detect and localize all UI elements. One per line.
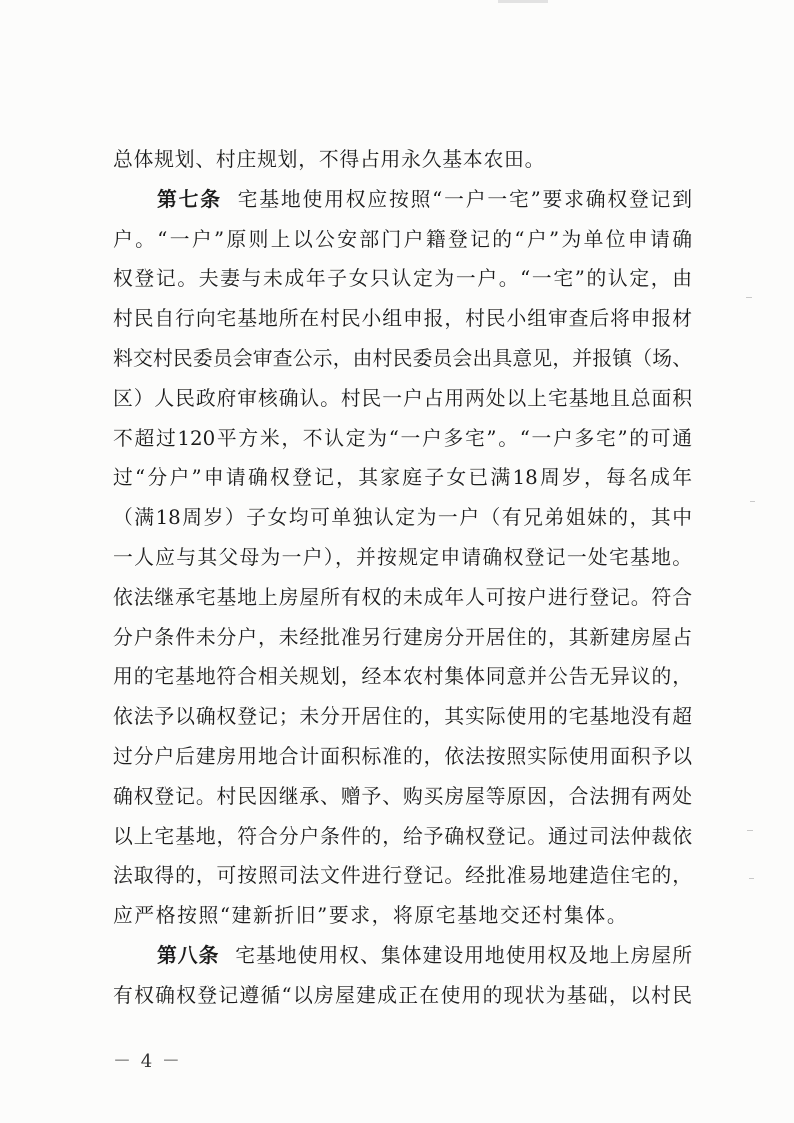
article-7-heading: 第七条 <box>157 186 222 211</box>
text-line: 法取得的，可按照司法文件进行登记。经批准易地建造住宅的， <box>113 864 692 888</box>
text-line: 分户条件未分户，未经批准另行建房分开居住的，其新建房屋占 <box>113 625 692 649</box>
article-8-heading: 第八条 <box>157 942 220 967</box>
article-7-first-line <box>113 180 692 220</box>
text-line: 总体规划、村庄规划，不得占用永久基本农田。 <box>113 148 546 171</box>
scan-artifact <box>747 830 753 831</box>
text-line: 料交村民委员会审查公示，由村民委员会出具意见，并报镇（场、 <box>113 346 692 370</box>
document-body <box>113 140 692 1016</box>
text-span: 宅基地使用权、集体建设用地使用权及地上房屋所 <box>235 943 692 967</box>
text-line: 依法予以确权登记；未分开居住的，其实际使用的宅基地没有超 <box>113 705 692 729</box>
text-line: 户。“一户”原则上以公安部门户籍登记的“户”为单位申请确 <box>113 227 692 251</box>
text-line: 权登记。夫妻与未成年子女只认定为一户。“一宅”的认定，由 <box>113 267 692 291</box>
text-line: 一人应与其父母为一户），并按规定申请确权登记一处宅基地。 <box>113 545 692 569</box>
text-line: 以上宅基地，符合分户条件的，给予确权登记。通过司法仲裁依 <box>113 824 692 848</box>
text-line: 有权确权登记遵循“以房屋建成正在使用的现状为基础，以村民 <box>113 983 692 1007</box>
text-line: 过“分户”申请确权登记，其家庭子女已满18周岁，每名成年 <box>113 466 692 490</box>
text-line: 应严格按照“建新折旧”要求，将原宅基地交还村集体。 <box>113 904 629 928</box>
text-line: 确权登记。村民因继承、赠予、购买房屋等原因，合法拥有两处 <box>113 784 692 808</box>
article-8-first-line <box>113 936 692 976</box>
scan-artifact <box>750 501 755 502</box>
text-line: 村民自行向宅基地所在村民小组申报，村民小组审查后将申报材 <box>113 307 692 331</box>
scan-artifact <box>498 0 548 3</box>
text-line: （满18周岁）子女均可单独认定为一户（有兄弟姐妹的，其中 <box>113 506 692 530</box>
text-span: 宅基地使用权应按照“一户一宅”要求确权登记到 <box>237 187 692 211</box>
text-line: 不超过120平方米，不认定为“一户多宅”。“一户多宅”的可通 <box>113 426 692 450</box>
page-number: － 4 － <box>113 1051 182 1072</box>
text-line: 依法继承宅基地上房屋所有权的未成年人可按户进行登记。符合 <box>113 585 692 609</box>
scan-artifact <box>746 297 752 298</box>
text-line: 用的宅基地符合相关规划，经本农村集体同意并公告无异议的， <box>113 665 692 689</box>
text-line: 过分户后建房用地合计面积标准的，依法按照实际使用面积予以 <box>113 744 692 768</box>
scan-artifact <box>749 878 754 879</box>
text-line: 区）人民政府审核确认。村民一户占用两处以上宅基地且总面积 <box>113 386 692 410</box>
